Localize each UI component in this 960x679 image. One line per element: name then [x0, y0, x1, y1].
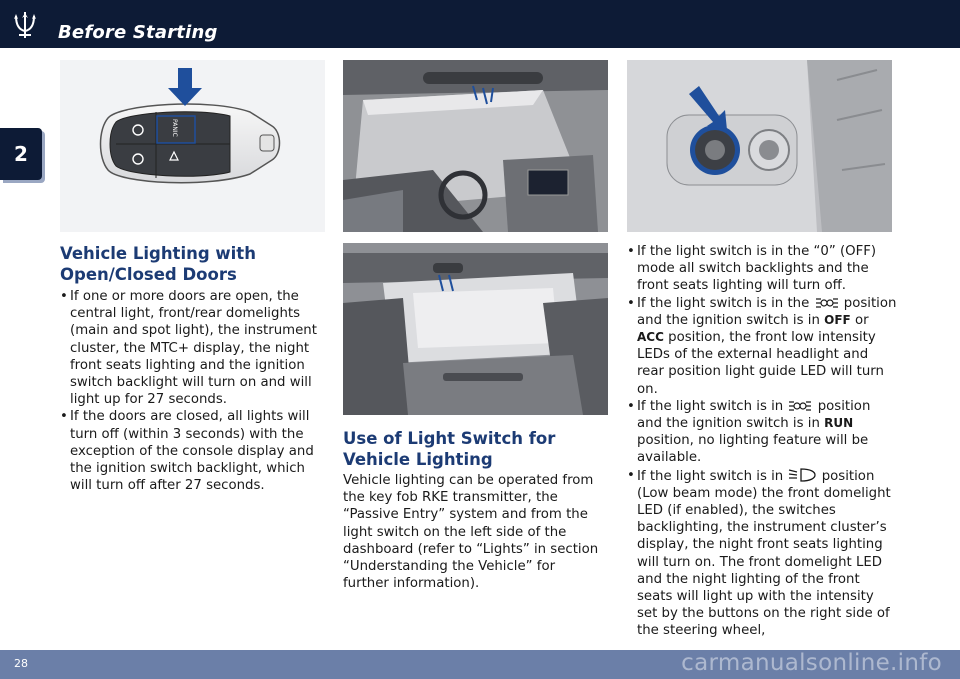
run-label: RUN	[824, 416, 854, 431]
acc-label: ACC	[637, 330, 664, 345]
b3-pre: If the light switch is in	[637, 398, 784, 414]
off-label: OFF	[824, 312, 851, 327]
b2-pre: If the light switch is in the	[637, 295, 810, 311]
list-item	[627, 467, 897, 640]
rear-door-figure	[343, 243, 608, 415]
b4-pre: If the light switch is in	[637, 468, 784, 484]
watermark: carmanualsonline.info	[681, 650, 942, 676]
low-beam-icon	[787, 467, 817, 483]
section-title: Before Starting	[58, 22, 218, 43]
chapter-tab[interactable]	[0, 128, 42, 180]
panic-label: PANIC	[171, 119, 178, 137]
doors-bullet-list	[60, 288, 330, 494]
switch-bullet-list	[627, 243, 897, 640]
list-item	[627, 295, 897, 398]
key-fob-figure	[60, 60, 325, 232]
or-word: or	[854, 312, 869, 328]
b2-post: position, the front low intensity LEDs of the external headlight and rear position light guide LED will turn on.	[637, 330, 884, 397]
dome-light-figure	[343, 60, 608, 232]
list-item	[627, 398, 897, 467]
b3-mid: position and the ignition switch is in	[637, 398, 871, 432]
list-item: • If the light switch is in the “0” (OFF) mode all switch backlights and the front seats lighting will turn off.	[627, 243, 897, 295]
trident-logo-icon	[8, 10, 42, 40]
b2-mid: position and the ignition switch is in	[637, 295, 897, 328]
light-switch-figure	[627, 60, 892, 232]
light-switch-paragraph: Vehicle lighting can be operated from the key fob RKE transmitter, the “Passive Entry” system and from the light switch on the left side of the dashboard (refer to “Lights” in section “Understanding the Vehicle” for further information).	[343, 473, 599, 592]
b4-post: position (Low beam mode) the front domelight LED (if enabled), the switches backlighting, the instrument cluster’s display, the night front seats lighting will turn on. The front domelight LED and the night lighting of the front seats will light up with the intensity set by the buttons on the right side of the steering wheel,	[637, 468, 891, 639]
list-item: • If one or more doors are open, the central light, front/rear domelights (main and spot light), the instrument cluster, the MTC+ display, the night front seats lighting and the ignition switch backlight will turn on and will light up for 27 seconds.	[60, 288, 330, 408]
parking-light-icon	[814, 296, 840, 310]
footer-bar	[0, 650, 960, 679]
parking-light-icon	[787, 399, 813, 413]
page-number: 28	[14, 657, 28, 670]
chapter-number: 2	[14, 142, 28, 166]
list-item: • If the doors are closed, all lights will turn off (within 3 seconds) with the exception of the console display and the ignition switch backlight, which will turn off after 27 seconds.	[60, 408, 330, 494]
heading-light-switch: Use of Light Switch for Vehicle Lighting	[343, 429, 556, 469]
header-bar	[0, 0, 960, 48]
heading-open-closed-doors: Vehicle Lighting with Open/Closed Doors	[60, 244, 256, 284]
b3-post: position, no lighting feature will be available.	[637, 433, 869, 466]
